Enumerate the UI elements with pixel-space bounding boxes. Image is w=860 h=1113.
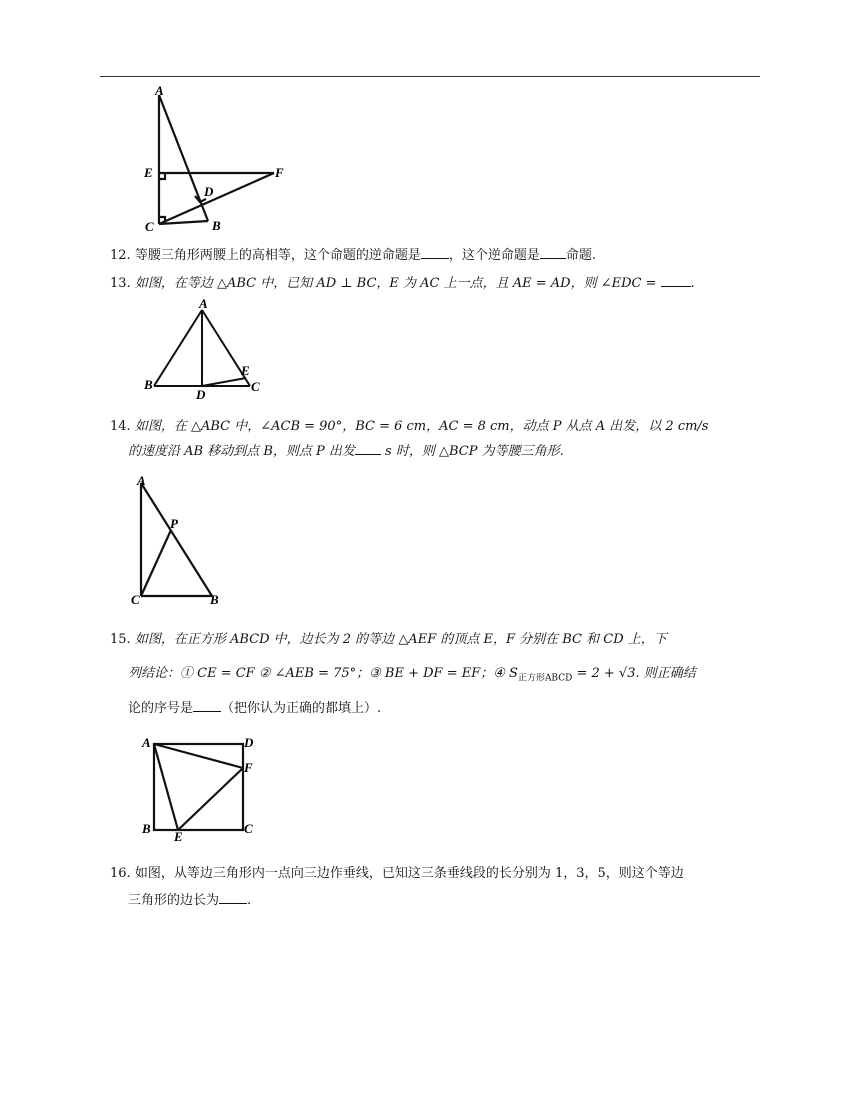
- label-B: B: [142, 821, 151, 836]
- question-number: 15.: [110, 632, 131, 647]
- label-F: F: [275, 165, 284, 180]
- question-15-line3: [128, 697, 381, 716]
- question-16-line1: [110, 862, 684, 881]
- question-text: s 时，则 △BCP 为等腰三角形.: [385, 444, 564, 459]
- label-A: A: [142, 735, 151, 750]
- answer-blank[interactable]: [355, 442, 381, 455]
- figure-square-abcd: [140, 732, 265, 842]
- question-13: [110, 272, 695, 291]
- answer-blank[interactable]: [421, 246, 449, 259]
- question-text: 命题.: [565, 248, 596, 263]
- label-A: A: [155, 84, 164, 98]
- question-text: = 2 + √3. 则正确结: [576, 666, 696, 681]
- label-C: C: [251, 379, 260, 394]
- question-number: 13.: [110, 276, 131, 291]
- question-text: （把你认为正确的都填上）.: [221, 701, 382, 716]
- question-12: [110, 244, 596, 263]
- question-14-line2: [128, 440, 564, 459]
- label-B: B: [144, 377, 153, 392]
- label-P: P: [170, 516, 178, 531]
- label-F: F: [244, 760, 253, 775]
- answer-blank[interactable]: [540, 246, 566, 259]
- question-text: 如图，在等边 △ABC 中，已知 AD ⊥ BC，E 为 AC 上一点，且 AE = AD，则 ∠EDC =: [134, 276, 657, 291]
- subscript: 正方形ABCD: [517, 673, 573, 684]
- question-15-line1: [110, 628, 667, 647]
- label-B: B: [212, 218, 221, 233]
- question-15-line2: [128, 662, 696, 684]
- label-D: D: [244, 735, 254, 750]
- label-A: A: [199, 298, 208, 311]
- figure-right-triangle-acb: [130, 470, 230, 610]
- label-D: D: [196, 387, 206, 402]
- question-number: 12.: [110, 248, 131, 263]
- figure-right-triangle-efd: [140, 84, 300, 236]
- question-text: .: [690, 276, 695, 291]
- question-number: 16.: [110, 866, 131, 881]
- question-16-line2: [128, 889, 251, 908]
- question-text: .: [247, 893, 252, 908]
- label-B: B: [210, 592, 219, 607]
- answer-blank[interactable]: [661, 274, 691, 287]
- label-C: C: [244, 821, 253, 836]
- answer-blank[interactable]: [193, 699, 221, 712]
- question-text: 三角形的边长为: [128, 893, 220, 908]
- question-text: 论的序号是: [128, 701, 194, 716]
- label-C: C: [131, 592, 140, 607]
- question-14-line1: [110, 415, 708, 434]
- label-A: A: [137, 473, 146, 488]
- label-E: E: [174, 829, 183, 842]
- question-text: 如图，在 △ABC 中，∠ACB = 90°，BC = 6 cm，AC = 8 cm，动点 P 从点 A 出发，以 2 cm/s: [134, 419, 709, 434]
- figure-equilateral-abc: [140, 298, 265, 402]
- question-number: 14.: [110, 419, 131, 434]
- question-text: 等腰三角形两腰上的高相等，这个命题的逆命题是: [134, 248, 421, 263]
- label-E: E: [144, 165, 153, 180]
- label-E: E: [241, 363, 250, 378]
- question-text: 的速度沿 AB 移动到点 B，则点 P 出发: [128, 444, 355, 459]
- label-D: D: [204, 184, 214, 199]
- question-text: ，这个逆命题是: [448, 248, 540, 263]
- question-text: 列结论：① CE = CF ② ∠AEB = 75°；③ BE + DF = EF；④ S: [128, 666, 518, 681]
- answer-blank[interactable]: [219, 891, 247, 904]
- header-rule: [100, 76, 760, 77]
- question-text: 如图，在正方形 ABCD 中，边长为 2 的等边 △AEF 的顶点 E，F 分别在 BC 和 CD 上，下: [134, 632, 667, 647]
- question-text: 如图，从等边三角形内一点向三边作垂线，已知这三条垂线段的长分别为 1，3，5，则这个等边: [134, 866, 684, 881]
- label-C: C: [145, 219, 154, 234]
